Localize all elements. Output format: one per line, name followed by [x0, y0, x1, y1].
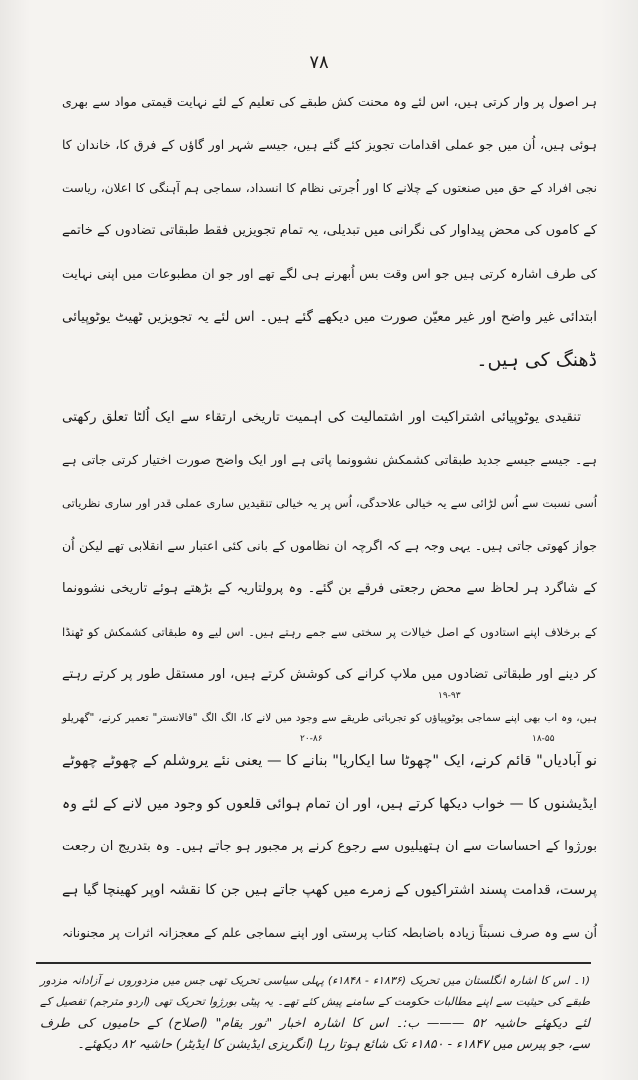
text-line: ایڈیشنوں کا — خواب دیکھا کرتے ہیں، اور ان تمام ہوائی قلعوں کو وجود میں لانے کے لئے وہ [62, 796, 597, 812]
footnote-line: لئے دیکھئے حاشیہ ۵۲ ——— ب:۔ اس کا اشارہ اخبار "نور یقام" (اصلاح) کے حامیوں کی طرف [40, 1015, 590, 1030]
text-line: ہے۔ جیسے جیسے جدید طبقاتی کشمکش نشوونما پاتی ہے اور ایک واضح صورت اختیار کرتی جاتی ہے [62, 452, 597, 467]
text-line: ہر اصول پر وار کرتی ہیں، اس لئے وہ محنت کش طبقے کی تعلیم کے لئے نہایت قیمتی مواد سے بھری [62, 94, 597, 109]
footnote-divider [36, 962, 591, 964]
page-number: ۷۸ [309, 52, 329, 73]
text-line: ہوئی ہیں، اُن میں جو عملی اقدامات تجویز کئے گئے ہیں، جیسے شہر اور گاؤں کے فرق کا، خاندان کا [62, 137, 597, 152]
footnote-line: سے، جو پیرس میں ۱۸۴۷ء - ۱۸۵۰ء تک شائع ہوتا رہا (انگریزی ایڈیشن کا ایڈیٹر) حاشیہ ۸۲ دیکھئے۔ [77, 1036, 590, 1051]
text-line: اُن سے وہ صرف نسبتاً زیادہ باضابطہ کتاب پرستی اور اپنے سماجی علم کے معجزانہ اثرات پر مجنونانہ [62, 925, 597, 940]
body-text [62, 80, 597, 954]
footnote-line: (۱۔ اس کا اشارہ انگلستان میں تحریک (۱۸۳۶ء - ۱۸۴۸ء) پہلی سیاسی تحریک تھی جس میں مزدوروں نے آزادانہ مزدور [40, 974, 590, 987]
text-line: بورژوا کے احساسات سے ان ہتھیلیوں سے رجوع کرنے پر مجبور ہو جاتے ہیں۔ وہ بتدریج ان رجعت [62, 839, 597, 854]
text-line: نجی افراد کے حق میں صنعتوں کے چلانے کا اور اُجرتی نظام کا انسداد، سماجی ہم آہنگی کا اعلان، ریاست [62, 181, 597, 195]
text-line: نو آبادیاں" قائم کرنے، ایک "چھوٹا سا ایکاریا" بنانے کا — یعنی نئے یروشلم کے چھوٹے چھوٹے [62, 753, 597, 769]
text-line: کر دینے اور طبقاتی تضادوں میں ملاپ کرانے کی کوشش کرتے ہیں، اور مستقل طور پر کرتے رہتے [62, 667, 597, 682]
text-line: تنقیدی یوٹوپیائی اشتراکیت اور اشتمالیت کی اہمیت تاریخی ارتقاء سے ایک اُلٹا تعلق رکھتی [62, 409, 581, 425]
handwritten-annotation: ۲۰-۸۶ [300, 734, 323, 744]
text-line: ڈھنگ کی ہیں۔ [476, 349, 597, 371]
text-line: پرست، قدامت پسند اشتراکیوں کے زمرے میں کھپ جاتے ہیں جن کا نقشہ اوپر کھینچا گیا ہے [62, 882, 597, 898]
handwritten-annotation: ۱۸-۵۵ [532, 734, 555, 744]
footnote-line: طبقے کی حیثیت سے اپنے مطالبات حکومت کے سامنے پیش کئے تھے۔ یہ پیٹی بورژوا تحریک تھی (اردو مترجم) تفصیل کے [40, 995, 590, 1008]
text-line: کے برخلاف اپنے استادوں کے اصل خیالات پر سختی سے جمے رہتے ہیں۔ اس لیے وہ طبقاتی کشمکش کو ٹھنڈا [62, 625, 597, 639]
text-line: کی طرف اشارہ کرتی ہیں جو اس وقت بس اُبھرنے ہی لگے تھے اور جو ان مطبوعات میں اپنی نہایت [62, 266, 597, 281]
text-line: کے شاگرد ہر لحاظ سے محض رجعتی فرقے بن گئے۔ وہ پرولتاریہ کے بڑھتے ہوئے تاریخی نشوونما [62, 581, 597, 596]
text-line: جواز کھوتی جاتی ہیں۔ یہی وجہ ہے کہ اگرچہ ان نظاموں کے بانی کئی اعتبار سے انقلابی تھے لیکن اُن [62, 538, 597, 553]
text-line: ہیں، وہ اب بھی اپنے سماجی یوٹوپیاؤں کو تجرباتی طریقے سے وجود میں لانے کا، الگ الگ "فالانستر" تعمیر کرنے، "گھریلو [62, 712, 597, 724]
text-line: اُسی نسبت سے اُس لڑائی سے یہ خیالی علاحدگی، اُس پر یہ خیالی تنقیدیں ساری عملی قدر اور ساری نظریاتی [62, 496, 597, 510]
text-line: ابتدائی غیر واضح اور غیر معیّن صورت میں دیکھے گئے ہیں۔ اس لئے یہ تجویزیں ٹھیٹ یوٹوپیائی [62, 309, 597, 325]
text-line: کے کاموں کی محض پیداوار کی نگرانی میں تبدیلی، یہ تمام تجویزیں فقط طبقاتی تضادوں کے خاتمے [62, 223, 597, 238]
footnotes [40, 970, 590, 1054]
handwritten-annotation: ۱۹-۹۳ [438, 691, 461, 701]
